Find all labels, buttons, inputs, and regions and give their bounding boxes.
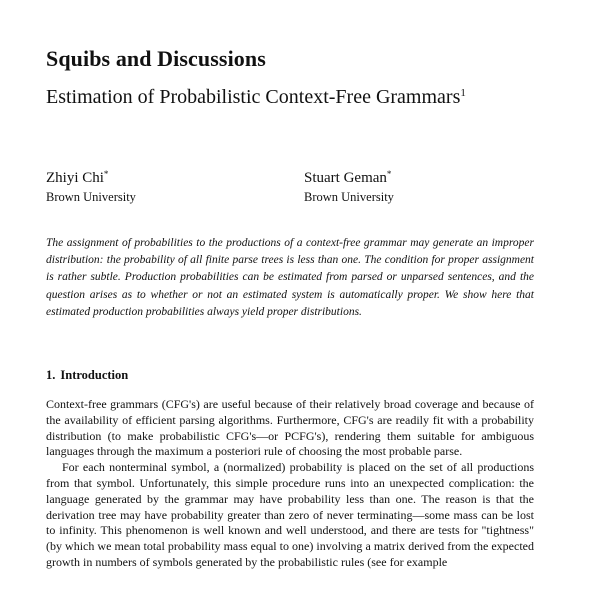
author-block [304, 166, 394, 204]
paragraph: Context-free grammars (CFG's) are useful because of their relatively broad coverage and because of the availability of efficient parsing algorithms. Furthermore, CFG's are readily fit with a probability distribution (to make probabilistic CFG's—or PCFG's), rendering them suitable for ambiguous languages through the maximum a posteriori rule of choosing the most probable parse. [46, 397, 534, 459]
section-title: Introduction [60, 368, 129, 382]
section-number: 1. [46, 368, 56, 382]
paper-title [46, 82, 516, 108]
author-name-text: Zhiyi Chi [46, 170, 104, 186]
paper-title-text: Estimation of Probabilistic Context-Free Grammars [46, 86, 461, 108]
section-heading [46, 368, 128, 383]
section-label: Squibs and Discussions [46, 46, 266, 71]
author-name-text: Stuart Geman [304, 170, 387, 186]
author-name [46, 166, 136, 187]
author-affiliation: Brown University [304, 190, 394, 204]
title-footnote-mark: 1 [460, 87, 466, 99]
author-affiliation: Brown University [46, 190, 136, 204]
body-text [46, 397, 534, 571]
author-block [46, 166, 136, 204]
abstract: The assignment of probabilities to the productions of a context-free grammar may generate an improper distribution: the probability of all finite parse trees is less than one. The condition for proper assignment is rather subtle. Production probabilities can be estimated from parsed or unparsed sentences, and the question arises as to whether or not an estimated system is automatically proper. We show here that estimated production probabilities always yield proper distributions. [46, 237, 534, 318]
paragraph: For each nonterminal symbol, a (normalized) probability is placed on the set of all productions from that symbol. Unfortunately, this simple procedure runs into an unexpected complication: the language generated by the grammar may have probability less than one. The reason is that the derivation tree may have probability greater than zero of never terminating—some mass can be lost to infinity. This phenomenon is well known and well understood, and there are tests for "tightness" (by which we mean total probability mass equal to one) involving a matrix derived from the expected growth in numbers of symbols generated by the probabilistic rules (see for example [46, 460, 534, 569]
author-footnote-mark: * [386, 169, 392, 179]
author-name [304, 166, 394, 187]
author-footnote-mark: * [103, 169, 109, 179]
